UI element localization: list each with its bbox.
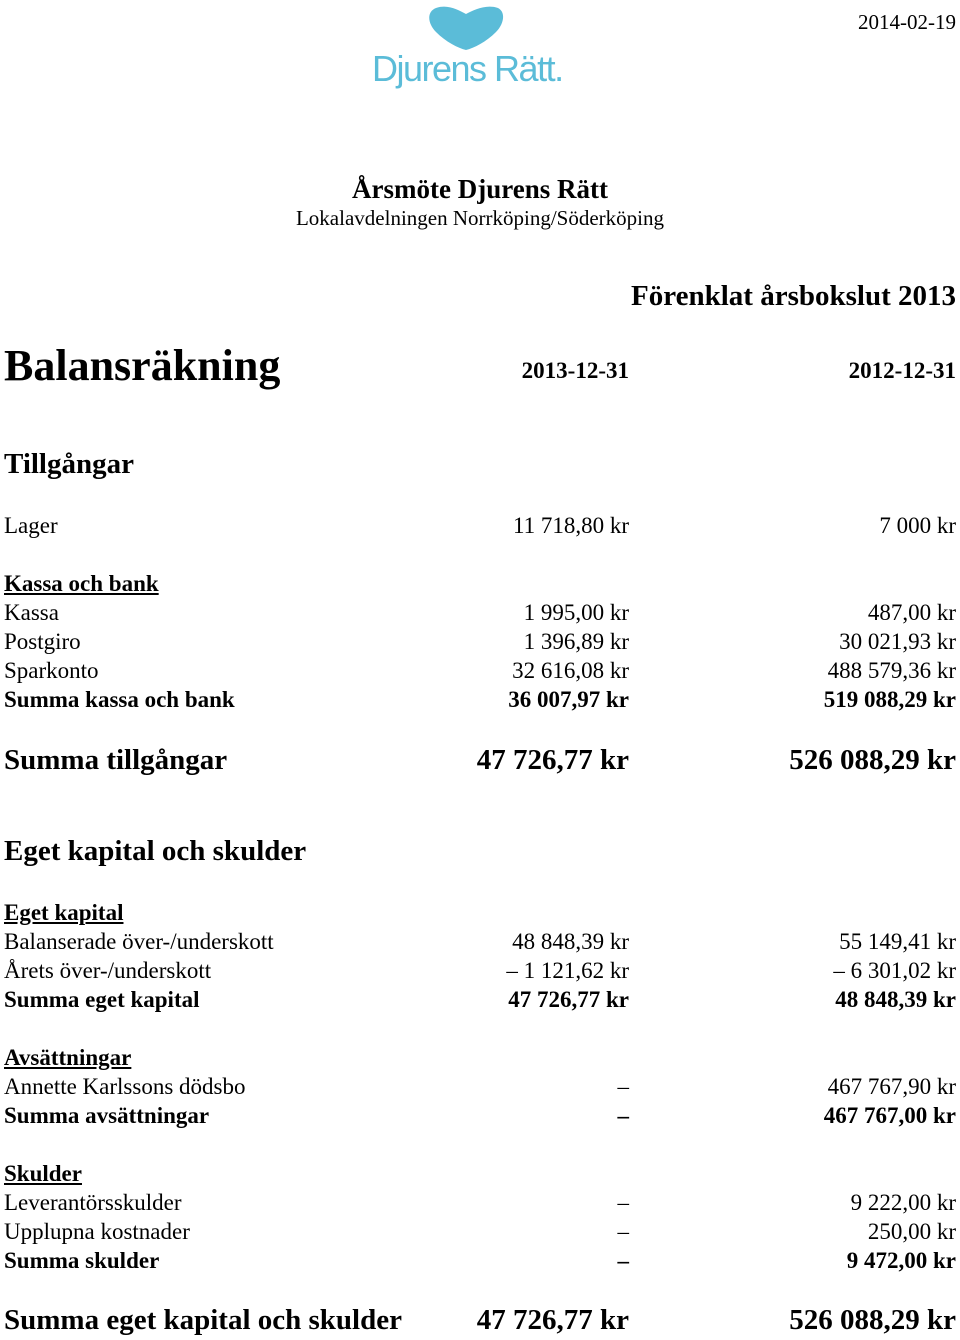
value-2012: 467 767,00 kr [823, 1103, 956, 1128]
row-label: Summa skulder [4, 1248, 160, 1273]
section-heading-equity-liabilities: Eget kapital och skulder [4, 835, 307, 867]
page-subtitle: Lokalavdelningen Norrköping/Söderköping [295, 206, 664, 230]
value-2012: 9 472,00 kr [846, 1248, 956, 1273]
value-2013: 47 726,77 kr [476, 1304, 629, 1336]
subsection-label: Avsättningar [4, 1045, 132, 1070]
logo-wordmark: Djurens Rätt. [372, 48, 563, 89]
value-2012: 7 000 kr [879, 513, 956, 538]
row-label: Summa tillgångar [4, 744, 228, 776]
balance-sheet-title: Balansräkning [4, 341, 281, 390]
row-label: Summa eget kapital [4, 987, 200, 1012]
column-header-2013: 2013-12-31 [521, 358, 629, 383]
djurens-ratt-logo [372, 4, 592, 96]
value-2012: 526 088,29 kr [789, 744, 956, 776]
section-heading-assets: Tillgångar [4, 448, 134, 480]
value-2013: – [617, 1219, 629, 1244]
table-row [0, 627, 960, 657]
total-row [0, 1302, 960, 1338]
table-row [0, 1188, 960, 1218]
table-row [0, 511, 960, 541]
table-row [0, 656, 960, 686]
value-2012: 526 088,29 kr [789, 1304, 956, 1336]
value-2013: 48 848,39 kr [512, 929, 629, 954]
value-2013: 47 726,77 kr [476, 744, 629, 776]
value-2012: 30 021,93 kr [839, 629, 956, 654]
value-2012: – 6 301,02 kr [833, 958, 956, 983]
value-2013: – 1 121,62 kr [506, 958, 629, 983]
subsection-label: Eget kapital [4, 900, 124, 925]
value-2012: 9 222,00 kr [850, 1190, 956, 1215]
row-label: Leverantörsskulder [4, 1190, 182, 1215]
subsection-heading [0, 1043, 960, 1073]
subtotal-row [0, 985, 960, 1015]
value-2013: – [617, 1103, 629, 1128]
subtotal-row [0, 685, 960, 715]
value-2013: 1 396,89 kr [523, 629, 629, 654]
value-2012: 488 579,36 kr [827, 658, 956, 683]
row-label: Sparkonto [4, 658, 99, 683]
heart-logo-icon [428, 4, 504, 50]
subsection-label: Kassa och bank [4, 571, 159, 596]
table-row [0, 1072, 960, 1102]
value-2012: 467 767,90 kr [827, 1074, 956, 1099]
value-2012: 519 088,29 kr [823, 687, 956, 712]
subsection-heading [0, 1159, 960, 1189]
value-2012: 48 848,39 kr [835, 987, 956, 1012]
row-label: Summa kassa och bank [4, 687, 235, 712]
value-2012: 487,00 kr [867, 600, 956, 625]
row-label: Upplupna kostnader [4, 1219, 190, 1244]
value-2012: 250,00 kr [867, 1219, 956, 1244]
table-row [0, 1217, 960, 1247]
value-2012: 55 149,41 kr [839, 929, 956, 954]
value-2013: – [617, 1248, 629, 1273]
value-2013: 11 718,80 kr [512, 513, 629, 538]
table-row [0, 956, 960, 986]
table-row [0, 598, 960, 628]
row-label: Summa eget kapital och skulder [4, 1304, 402, 1336]
total-row [0, 742, 960, 778]
row-label: Balanserade över-/underskott [4, 929, 274, 954]
subtotal-row [0, 1246, 960, 1276]
row-label: Lager [4, 513, 58, 538]
subtotal-row [0, 1101, 960, 1131]
subsection-heading [0, 569, 960, 599]
value-2013: – [617, 1190, 629, 1215]
row-label: Postgiro [4, 629, 81, 654]
value-2013: 47 726,77 kr [508, 987, 629, 1012]
subsection-heading [0, 898, 960, 928]
document-heading: Förenklat årsbokslut 2013 [631, 280, 956, 312]
page-title: Årsmöte Djurens Rätt [352, 174, 608, 204]
column-header-2012: 2012-12-31 [848, 358, 956, 383]
subsection-label: Skulder [4, 1161, 82, 1186]
value-2013: 1 995,00 kr [523, 600, 629, 625]
table-row [0, 927, 960, 957]
value-2013: 32 616,08 kr [512, 658, 629, 683]
row-label: Kassa [4, 600, 59, 625]
document-date: 2014-02-19 [858, 10, 956, 34]
row-label: Årets över-/underskott [4, 958, 212, 983]
row-label: Summa avsättningar [4, 1103, 210, 1128]
value-2013: 36 007,97 kr [508, 687, 629, 712]
row-label: Annette Karlssons dödsbo [4, 1074, 246, 1099]
value-2013: – [617, 1074, 629, 1099]
